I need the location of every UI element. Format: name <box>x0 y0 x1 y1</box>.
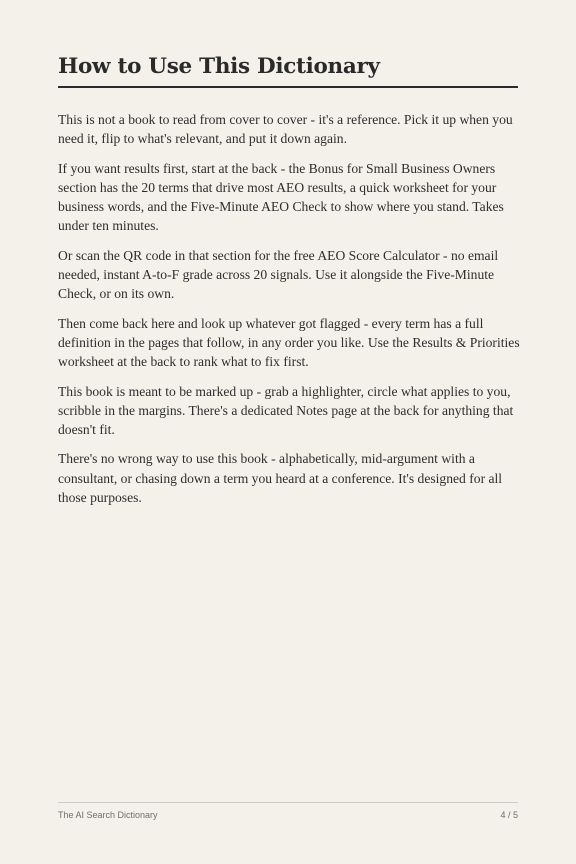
page-title: How to Use This Dictionary <box>58 54 380 79</box>
paragraph: If you want results first, start at the back - the Bonus for Small Business Owners section has the 20 terms that drive most AEO results, a quick worksheet for your business words, and the Five-Minute AEO Check to show where you stand. Takes under ten minutes. <box>58 160 504 234</box>
footer-page-number: 4 / 5 <box>500 810 518 820</box>
footer-divider <box>58 802 518 803</box>
body-text <box>58 110 520 517</box>
paragraph: This book is meant to be marked up - grab a highlighter, circle what applies to you, scribble in the margins. There's a dedicated Notes page at the back for anything that doesn't fit. <box>58 383 514 438</box>
paragraph: This is not a book to read from cover to cover - it's a reference. Pick it up when you need it, flip to what's relevant, and put it down again. <box>58 112 513 147</box>
paragraph: There's no wrong way to use this book - alphabetically, mid-argument with a consultant, or chasing down a term you heard at a conference. It's designed for all those purposes. <box>58 451 503 506</box>
footer-book-title: The AI Search Dictionary <box>58 810 158 820</box>
paragraph: Or scan the QR code in that section for the free AEO Score Calculator - no email needed, instant A-to-F grade across 20 signals. Use it alongside the Five-Minute Check, or on its own. <box>58 247 499 302</box>
title-divider <box>58 86 518 88</box>
paragraph: Then come back here and look up whatever got flagged - every term has a full definition in the pages that follow, in any order you like. Use the Results & Priorities worksheet at the back to rank what to fix first. <box>58 315 520 370</box>
